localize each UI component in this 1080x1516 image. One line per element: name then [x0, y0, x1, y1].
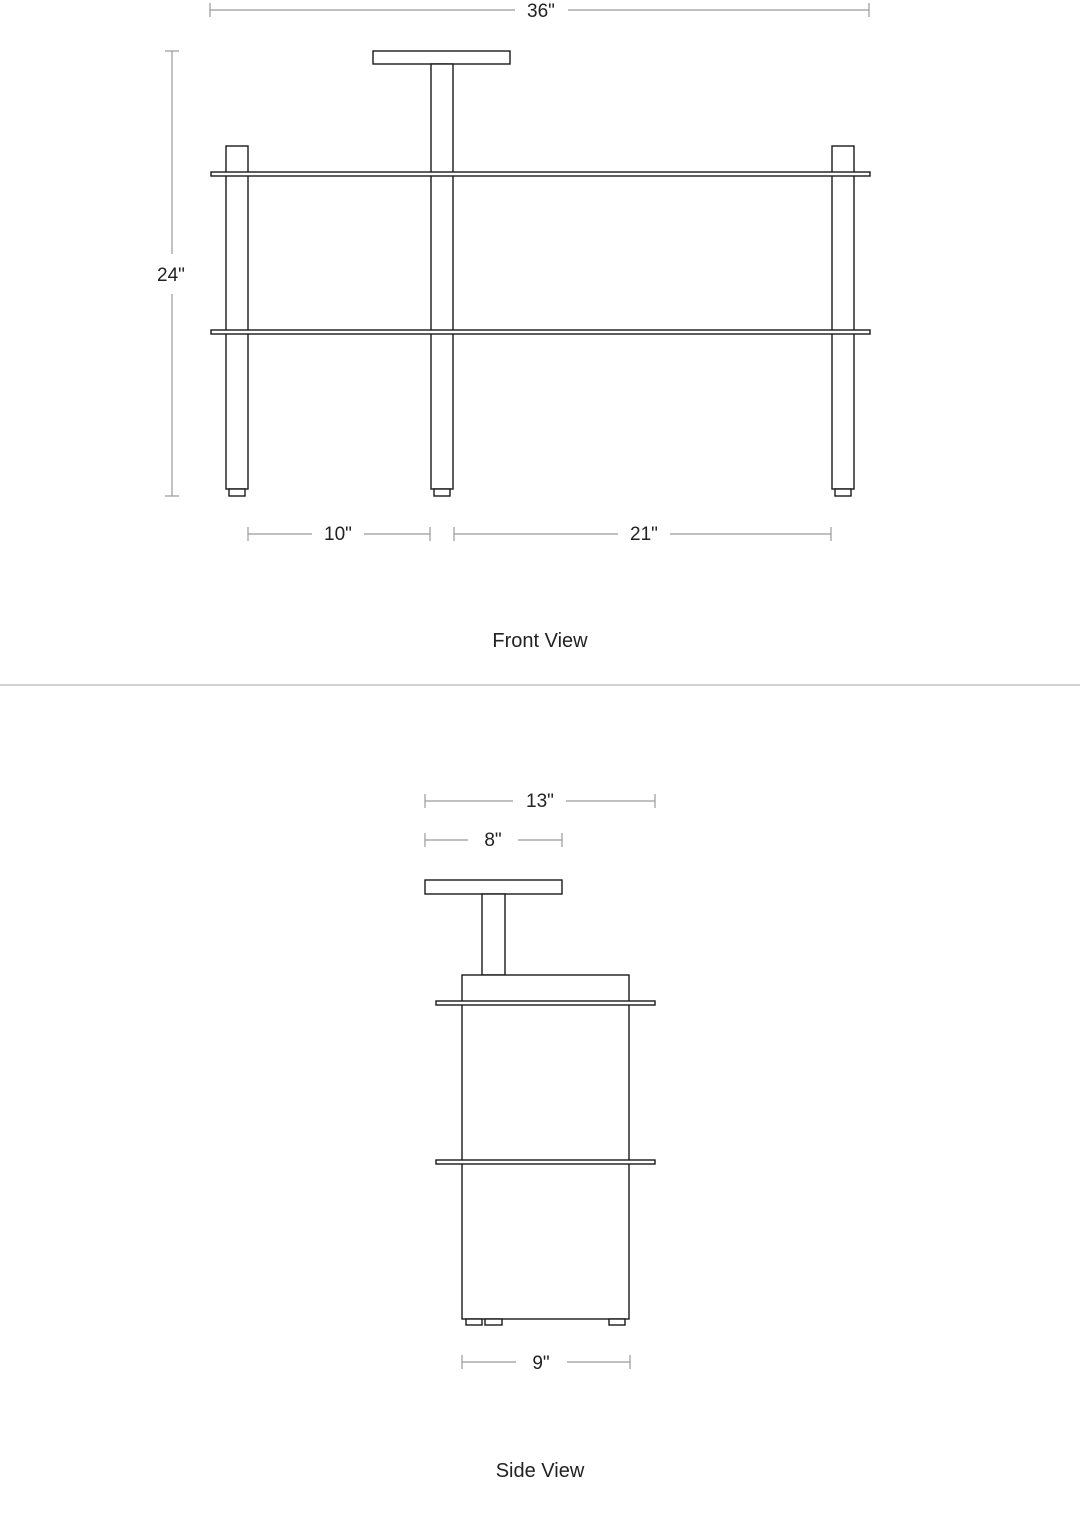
front-width-label: 36": [527, 1, 555, 22]
side-top-depth-label: 8": [484, 830, 502, 851]
front-upper-shelf: [211, 172, 870, 176]
front-right-span-label: 21": [630, 524, 658, 545]
front-right-leg: [832, 146, 854, 489]
side-view-caption: Side View: [495, 1460, 585, 1482]
side-base-depth-label: 9": [532, 1353, 550, 1374]
side-foot-2: [485, 1319, 502, 1325]
front-left-span-dimension: [248, 524, 430, 545]
side-lower-shelf: [436, 1160, 655, 1164]
side-center-post: [482, 894, 505, 975]
front-left-foot: [229, 489, 245, 496]
side-depth-dimension: [425, 791, 655, 812]
front-view: [157, 1, 870, 652]
front-left-leg: [226, 146, 248, 489]
side-foot-3: [609, 1319, 625, 1325]
side-base-depth-dimension: [462, 1353, 630, 1374]
front-center-post: [431, 64, 453, 489]
side-view: [425, 791, 655, 1482]
side-depth-label: 13": [526, 791, 554, 812]
front-width-dimension: [210, 1, 869, 22]
front-left-span-label: 10": [324, 524, 352, 545]
side-upper-shelf: [436, 1001, 655, 1005]
front-lower-shelf: [211, 330, 870, 334]
front-height-label: 24": [157, 265, 185, 286]
side-foot-1: [466, 1319, 482, 1325]
front-center-foot: [434, 489, 450, 496]
front-height-dimension: [157, 51, 185, 496]
front-view-caption: Front View: [492, 630, 588, 652]
front-top-tray: [373, 51, 510, 64]
front-right-foot: [835, 489, 851, 496]
front-right-span-dimension: [454, 524, 831, 545]
side-top-tray: [425, 880, 562, 894]
side-frame: [462, 975, 629, 1319]
side-top-depth-dimension: [425, 830, 562, 851]
